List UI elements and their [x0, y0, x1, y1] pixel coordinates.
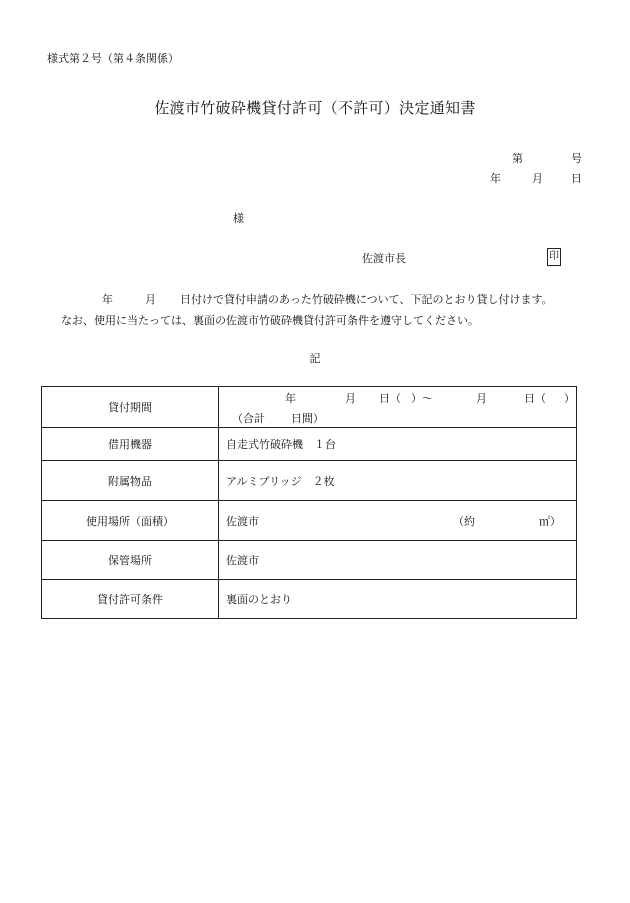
table-row — [42, 541, 577, 580]
issuer: 佐渡市長 — [362, 252, 406, 265]
row-label: 使用場所（面積） — [42, 501, 219, 541]
period-total-open: （合計 — [232, 412, 265, 425]
period-label: 貸付期間 — [42, 387, 219, 428]
period-day-open: 日（ — [379, 392, 401, 405]
row-value — [219, 501, 577, 541]
period-day2-open: 日（ — [524, 392, 546, 405]
row-label: 附属物品 — [42, 461, 219, 501]
period-month2: 月 — [476, 392, 487, 405]
row-value: 自走式竹破砕機 １台 — [219, 428, 577, 461]
row-value: アルミブリッジ ２枚 — [219, 461, 577, 501]
form-number: 様式第２号（第４条関係） — [47, 52, 179, 65]
table-row — [42, 387, 577, 428]
date-year: 年 — [490, 172, 501, 185]
body-year: 年 — [102, 293, 113, 306]
row-value: 裏面のとおり — [219, 580, 577, 619]
body-text-line2: なお、使用に当たっては、裏面の佐渡市竹破砕機貸付許可条件を遵守してください。 — [61, 314, 479, 327]
doc-number-suffix: 号 — [571, 152, 582, 165]
ki-heading: 記 — [309, 352, 321, 365]
area-unit: ㎡） — [539, 515, 561, 528]
period-month: 月 — [345, 392, 356, 405]
period-close-wave: ）〜 — [411, 392, 433, 405]
period-value — [219, 387, 577, 428]
addressee-suffix: 様 — [233, 212, 244, 225]
date-month: 月 — [532, 172, 543, 185]
location-value: 佐渡市 — [226, 514, 259, 528]
table-row — [42, 461, 577, 501]
row-label: 保管場所 — [42, 541, 219, 580]
area-approx: （約 — [453, 515, 475, 528]
table-row — [42, 580, 577, 619]
period-total-close: 日間） — [291, 412, 324, 425]
row-value: 佐渡市 — [219, 541, 577, 580]
period-year: 年 — [285, 392, 296, 405]
date-day: 日 — [571, 172, 582, 185]
document-title: 佐渡市竹破砕機貸付許可（不許可）決定通知書 — [154, 99, 476, 117]
table-row — [42, 501, 577, 541]
seal-mark: 印 — [547, 248, 561, 266]
body-text-line1 — [102, 291, 553, 307]
row-label: 貸付許可条件 — [42, 580, 219, 619]
row-label: 借用機器 — [42, 428, 219, 461]
body-month: 月 — [145, 293, 156, 306]
period-close: ） — [564, 392, 575, 405]
loan-info-table — [41, 386, 577, 619]
table-row — [42, 428, 577, 461]
body-line1-rest: 日付けで貸付申請のあった竹破砕機について、下記のとおり貸し付けます。 — [180, 293, 553, 306]
doc-number-prefix: 第 — [512, 152, 523, 165]
